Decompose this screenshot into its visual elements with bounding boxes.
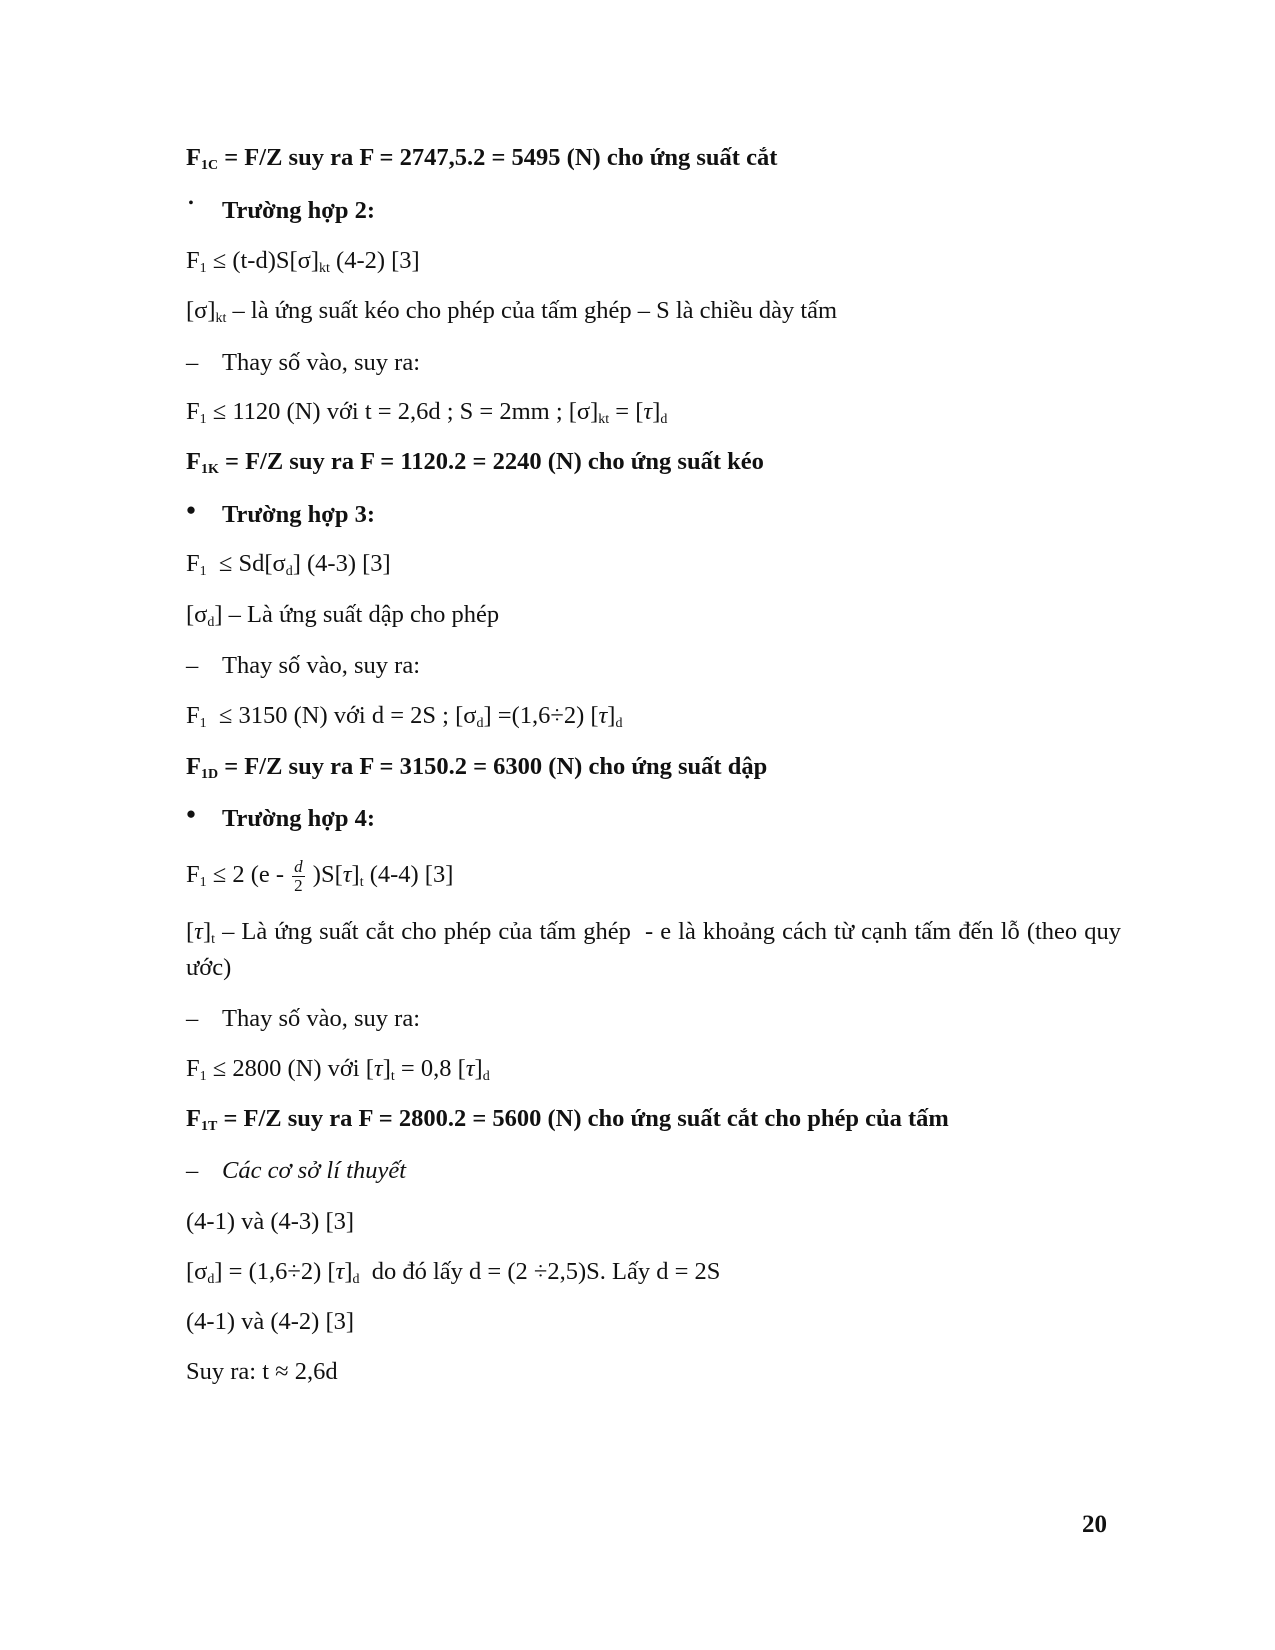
formula-4-2: $F_1 \le (t-d)S[\sigma]_{kt}$ (4-2) [3] <box>186 247 420 276</box>
reference-4-1-4-3: (4-1) và (4-3) [3] <box>186 1208 355 1235</box>
value-line-tensile: $F_1 \le 1120$ (N) với t = 2,6d ; S = 2mm ; $[\sigma]_{kt} = [\tau]_d$ <box>186 398 668 427</box>
bullet: ● <box>185 500 197 519</box>
definition-tensile-stress: $[\sigma]_{kt}$ – là ứng suất kéo cho phép của tấm ghép – S là chiều dày tấm <box>186 297 838 326</box>
reference-4-1-4-2: (4-1) và (4-2) [3] <box>186 1308 355 1335</box>
result-line-plate: $F_{1T} = F/Z$ suy ra F = 2800.2 = 5600 (N) cho ứng suất cắt cho phép của tấm <box>186 1105 949 1134</box>
theory-heading: Các cơ sở lí thuyết <box>222 1157 407 1184</box>
page-number: 20 <box>1082 1511 1107 1538</box>
definition-bearing-stress: $[\sigma_d]$ – Là ứng suất dập cho phép <box>186 601 500 630</box>
definition-plate-shear: $[\tau]_t$ – Là ứng suất cắt cho phép của tấm ghép - e là khoảng cách từ cạnh tấm đến lỗ (theo quy ước) <box>186 918 1121 981</box>
bullet: ● <box>185 804 197 823</box>
dash-marker: – <box>186 349 199 376</box>
heading-case-3: Trường hợp 3: <box>222 501 376 528</box>
result-line-bearing: $F_{1D} = F/Z$ suy ra F = 3150.2 = 6300 (N) cho ứng suất dập <box>186 753 768 782</box>
dash-marker: – <box>186 1157 199 1184</box>
value-line-bearing: $F_1 \le 3150$ (N) với d = 2S ; $[\sigma_d] =(1,6\div 2)$ $[\tau]_d$ <box>186 702 623 731</box>
derivation-d: $[\sigma_d] = (1,6\div 2)$ $[\tau]_d$ do đó lấy d = (2 ÷2,5)S. Lấy d = 2S <box>186 1258 721 1287</box>
bullet: • <box>188 196 194 211</box>
dash-marker: – <box>186 652 199 679</box>
substitute-text: Thay số vào, suy ra: <box>222 652 420 679</box>
formula-4-3: $F_1 \le Sd[\sigma_d]$ (4-3) [3] <box>186 550 391 579</box>
substitute-text: Thay số vào, suy ra: <box>222 1005 420 1032</box>
result-line-shear: $F_{1C} = F/Z$ suy ra F = 2747,5.2 = 5495 (N) cho ứng suất cắt <box>186 144 778 173</box>
substitute-text: Thay số vào, suy ra: <box>222 349 420 376</box>
dash-marker: – <box>186 1005 199 1032</box>
formula-4-4: $F_1 \le 2$ (e - $\frac{d}{2}$ )$S[\tau]_t$ (4-4) [3] <box>186 857 454 895</box>
result-line-tensile: $F_{1K} = F/Z$ suy ra F = 1120.2 = 2240 (N) cho ứng suất kéo <box>186 448 764 477</box>
heading-case-2: Trường hợp 2: <box>222 197 376 224</box>
heading-case-4: Trường hợp 4: <box>222 805 376 832</box>
value-line-plate: $F_1 \le 2800$ (N) với $[\tau]_t = 0,8$ $[\tau]_d$ <box>186 1055 490 1084</box>
conclusion-t: Suy ra: t ≈ 2,6d <box>186 1358 338 1385</box>
